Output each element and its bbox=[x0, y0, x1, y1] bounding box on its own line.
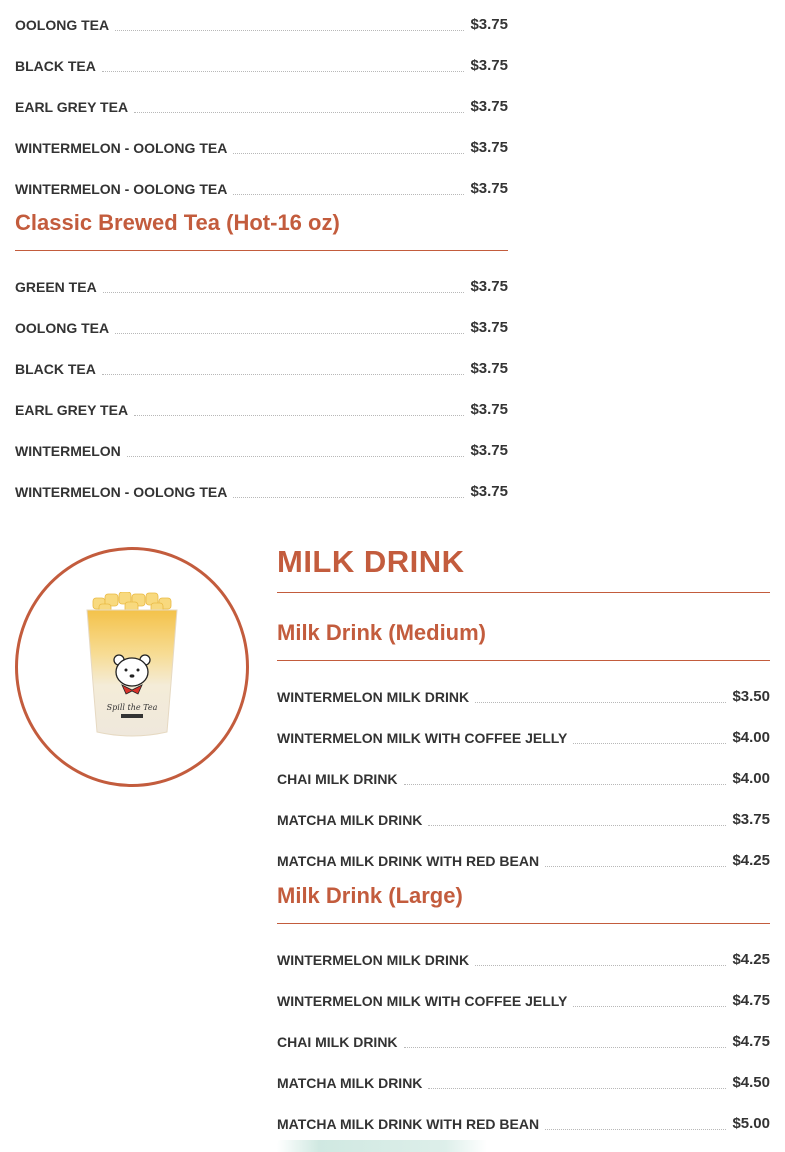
item-price: $3.50 bbox=[732, 688, 770, 705]
item-name: WINTERMELON bbox=[15, 443, 121, 459]
item-price: $4.00 bbox=[732, 729, 770, 746]
menu-item bbox=[15, 297, 508, 338]
leader-dots bbox=[475, 701, 726, 703]
milk-large-list bbox=[277, 929, 770, 1134]
item-price: $3.75 bbox=[470, 98, 508, 115]
item-price: $4.25 bbox=[732, 852, 770, 869]
item-name: BLACK TEA bbox=[15, 361, 96, 377]
menu-item bbox=[15, 158, 508, 199]
leader-dots bbox=[428, 824, 726, 826]
item-price: $4.50 bbox=[732, 1074, 770, 1091]
item-name: MATCHA MILK DRINK WITH RED BEAN bbox=[277, 1116, 540, 1132]
menu-item bbox=[277, 830, 770, 871]
item-name: CHAI MILK DRINK bbox=[277, 771, 398, 787]
leader-dots bbox=[103, 291, 465, 293]
item-name: MATCHA MILK DRINK WITH RED BEAN bbox=[277, 853, 540, 869]
item-price: $3.75 bbox=[470, 57, 508, 74]
leader-dots bbox=[545, 1128, 726, 1130]
leader-dots bbox=[233, 152, 464, 154]
menu-item bbox=[15, 256, 508, 297]
item-name: CHAI MILK DRINK bbox=[277, 1034, 398, 1050]
item-price: $3.75 bbox=[470, 483, 508, 500]
menu-item bbox=[277, 970, 770, 1011]
leader-dots bbox=[545, 865, 726, 867]
menu-item bbox=[15, 0, 508, 35]
section-title-milk-large: Milk Drink (Large) bbox=[277, 883, 463, 908]
menu-item bbox=[15, 76, 508, 117]
item-name: WINTERMELON - OOLONG TEA bbox=[15, 140, 228, 156]
item-name: OOLONG TEA bbox=[15, 17, 110, 33]
menu-item bbox=[15, 338, 508, 379]
section-divider bbox=[277, 923, 770, 924]
menu-item bbox=[15, 420, 508, 461]
milk-tea-cup-icon bbox=[77, 592, 187, 742]
item-price: $3.75 bbox=[470, 319, 508, 336]
menu-item bbox=[277, 1093, 770, 1134]
section-title-milk-medium: Milk Drink (Medium) bbox=[277, 620, 487, 645]
item-name: WINTERMELON MILK DRINK bbox=[277, 952, 470, 968]
leader-dots bbox=[404, 1046, 727, 1048]
menu-item bbox=[15, 379, 508, 420]
item-price: $3.75 bbox=[470, 16, 508, 33]
item-price: $4.00 bbox=[732, 770, 770, 787]
item-price: $3.75 bbox=[470, 139, 508, 156]
milk-drink-image bbox=[15, 547, 249, 787]
item-price: $4.25 bbox=[732, 951, 770, 968]
item-price: $3.75 bbox=[470, 278, 508, 295]
item-name: WINTERMELON - OOLONG TEA bbox=[15, 484, 228, 500]
leader-dots bbox=[102, 373, 465, 375]
top-tea-list bbox=[15, 0, 508, 199]
leader-dots bbox=[115, 29, 464, 31]
leader-dots bbox=[233, 496, 464, 498]
menu-item bbox=[277, 789, 770, 830]
item-name: WINTERMELON MILK DRINK bbox=[277, 689, 470, 705]
menu-item bbox=[277, 1011, 770, 1052]
item-name: WINTERMELON MILK WITH COFFEE JELLY bbox=[277, 730, 568, 746]
item-price: $3.75 bbox=[470, 442, 508, 459]
leader-dots bbox=[115, 332, 464, 334]
menu-item bbox=[277, 707, 770, 748]
leader-dots bbox=[573, 742, 726, 744]
item-price: $3.75 bbox=[470, 180, 508, 197]
leader-dots bbox=[573, 1005, 726, 1007]
section-divider bbox=[15, 250, 508, 251]
item-price: $3.75 bbox=[470, 401, 508, 418]
item-name: GREEN TEA bbox=[15, 279, 97, 295]
leader-dots bbox=[134, 111, 464, 113]
item-name: MATCHA MILK DRINK bbox=[277, 1075, 423, 1091]
item-name: EARL GREY TEA bbox=[15, 402, 129, 418]
classic-hot-list bbox=[15, 256, 508, 502]
item-name: WINTERMELON MILK WITH COFFEE JELLY bbox=[277, 993, 568, 1009]
item-price: $3.75 bbox=[470, 360, 508, 377]
item-price: $5.00 bbox=[732, 1115, 770, 1132]
leader-dots bbox=[475, 964, 726, 966]
leader-dots bbox=[428, 1087, 726, 1089]
menu-item bbox=[15, 461, 508, 502]
menu-item bbox=[277, 1052, 770, 1093]
cup-logo-text: Spill the Tea bbox=[106, 703, 158, 712]
leader-dots bbox=[127, 455, 465, 457]
section-divider bbox=[277, 592, 770, 593]
menu-item bbox=[277, 929, 770, 970]
item-price: $4.75 bbox=[732, 992, 770, 1009]
leader-dots bbox=[404, 783, 727, 785]
item-name: OOLONG TEA bbox=[15, 320, 110, 336]
section-divider bbox=[277, 660, 770, 661]
menu-item bbox=[15, 35, 508, 76]
leader-dots bbox=[233, 193, 464, 195]
item-price: $4.75 bbox=[732, 1033, 770, 1050]
menu-item bbox=[277, 666, 770, 707]
leader-dots bbox=[102, 70, 465, 72]
menu-item bbox=[277, 748, 770, 789]
item-name: MATCHA MILK DRINK bbox=[277, 812, 423, 828]
milk-medium-list bbox=[277, 666, 770, 871]
section-title-milk-drink: MILK DRINK bbox=[277, 544, 465, 579]
leader-dots bbox=[134, 414, 464, 416]
item-name: BLACK TEA bbox=[15, 58, 96, 74]
menu-item bbox=[15, 117, 508, 158]
item-price: $3.75 bbox=[732, 811, 770, 828]
item-name: EARL GREY TEA bbox=[15, 99, 129, 115]
section-title-classic-hot: Classic Brewed Tea (Hot-16 oz) bbox=[15, 210, 340, 235]
item-name: WINTERMELON - OOLONG TEA bbox=[15, 181, 228, 197]
